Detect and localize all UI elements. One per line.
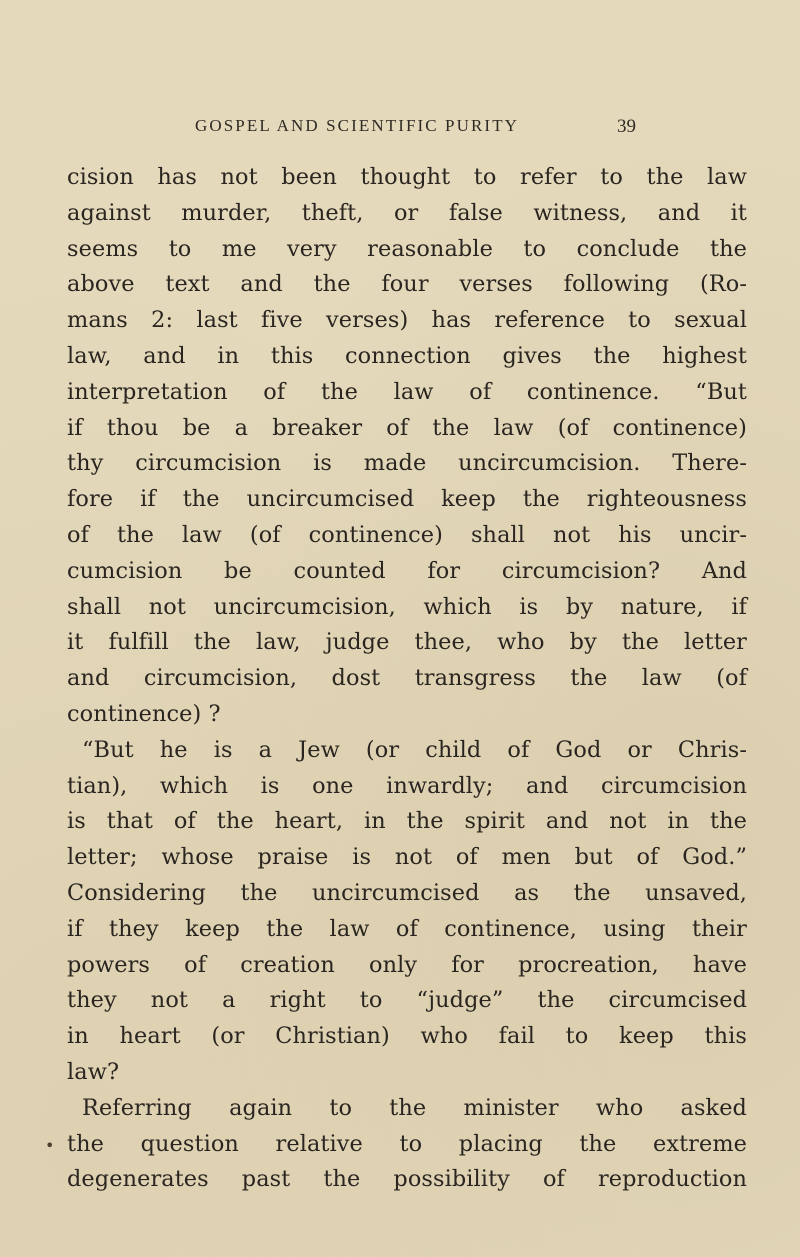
text-line: seems to me very reasonable to conclude the <box>67 235 747 262</box>
text-line: if they keep the law of continence, using their <box>67 915 747 942</box>
running-head-title: GOSPEL AND SCIENTIFIC PURITY <box>195 116 520 135</box>
body-text <box>67 160 747 1198</box>
text-line: mans 2: last five verses) has reference to sexual <box>67 307 747 334</box>
text-line: law, and in this connection gives the highest <box>67 342 747 369</box>
text-line: powers of creation only for procreation, have <box>67 951 747 978</box>
text-line: “But he is a Jew (or child of God or Chris- <box>82 736 747 763</box>
text-line: continence) ? <box>67 700 221 727</box>
text-line: fore if the uncircumcised keep the righteousness <box>67 486 747 513</box>
text-line: thy circumcision is made uncircumcision. There- <box>67 450 747 477</box>
text-line: Considering the uncircumcised as the unsaved, <box>67 879 747 906</box>
text-line: tian), which is one inwardly; and circumcision <box>67 772 747 799</box>
text-line: above text and the four verses following (Ro- <box>67 271 747 298</box>
text-line: shall not uncircumcision, which is by nature, if <box>67 593 747 620</box>
running-head <box>0 116 800 140</box>
text-line: cision has not been thought to refer to the law <box>67 164 747 190</box>
text-line: against murder, theft, or false witness, and it <box>67 199 747 226</box>
text-line: Referring again to the minister who asked <box>82 1094 747 1121</box>
text-line: they not a right to “judge” the circumcised <box>67 987 747 1014</box>
text-line: is that of the heart, in the spirit and not in the <box>67 808 747 835</box>
text-line: degenerates past the possibility of reproduction <box>67 1166 747 1193</box>
text-line: it fulfill the law, judge thee, who by the letter <box>67 629 747 656</box>
text-line: cumcision be counted for circumcision? And <box>67 557 747 584</box>
text-line: interpretation of the law of continence. “But <box>67 378 747 405</box>
text-line: letter; whose praise is not of men but of God.” <box>67 844 747 871</box>
text-line: law? <box>67 1058 120 1085</box>
margin-speck: • <box>45 1136 55 1155</box>
text-line: and circumcision, dost transgress the law (of <box>67 665 747 692</box>
text-line: the question relative to placing the extreme <box>67 1130 747 1157</box>
text-line: of the law (of continence) shall not his uncir- <box>67 521 747 548</box>
text-line: in heart (or Christian) who fail to keep this <box>67 1023 747 1050</box>
text-line: if thou be a breaker of the law (of continence) <box>67 414 747 441</box>
page-number: 39 <box>617 116 636 137</box>
